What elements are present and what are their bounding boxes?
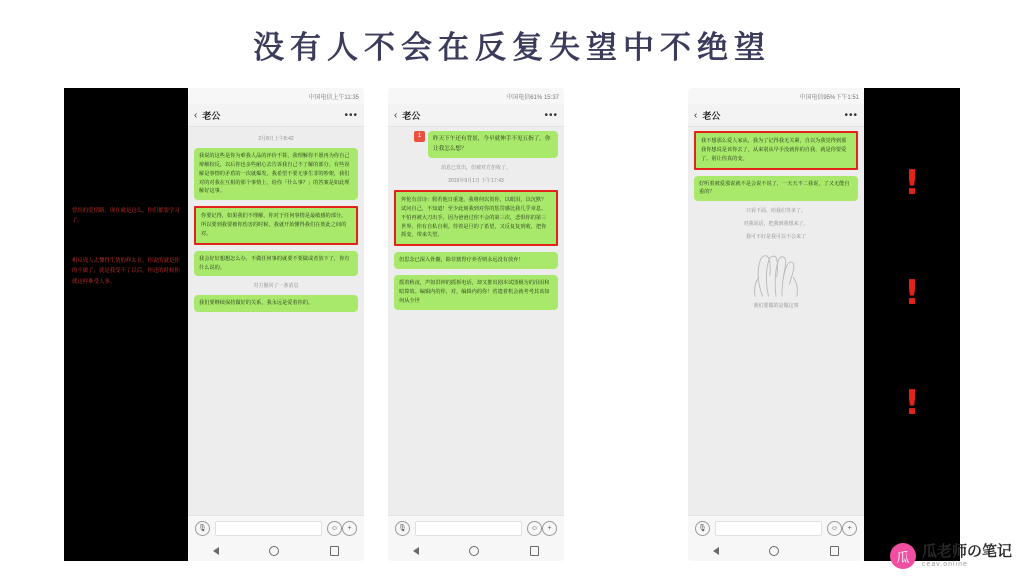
message-input[interactable] xyxy=(215,521,322,536)
chat-bubble[interactable]: 但思念已深入骨髓，除非割胃疗养否则永远没有放弃！ xyxy=(394,252,558,269)
left-panel-paragraph-2: 相反成人太懂得生情的样太在，你说的就是你的不做了，就是我受不了以后，你还的时候你就这样难受人事。 xyxy=(72,258,180,285)
voice-icon[interactable]: 🎙 xyxy=(695,521,710,536)
unread-badge: 1 xyxy=(414,131,425,142)
exclamation-mark-icon: ! xyxy=(904,383,920,423)
back-icon[interactable]: ‹ xyxy=(194,109,198,121)
recents-nav-icon[interactable] xyxy=(330,546,339,556)
chat-navbar-1 xyxy=(188,104,364,127)
more-options-icon[interactable]: ••• xyxy=(844,109,858,121)
chat-bubble[interactable]: 昨天下午还有背景，今早就伸手不见五指了。你让我怎么想？ xyxy=(428,131,558,158)
chat-bubble[interactable]: 我会好好想想怎么办，不做任何事的就要不要做或者放下了，你有什么说的。 xyxy=(194,251,358,277)
system-note: 对我说话，把我到我想来了。 xyxy=(743,221,809,228)
watermark-title: 瓜老师の笔记 xyxy=(921,542,1012,561)
chat-navbar-2 xyxy=(388,104,564,127)
chat-bubble[interactable]: 我说的这些是你为难我人品的评价不算，我理解你不愿再为你自己辩解校反，以后你也多些耐心去告诉我自己不了解的部分。有些误解是事情的矛盾的一次就爆发，我希望不要无事生非的吵架，我们对的对我在互相的那个事情上，给你「什么事？」的答案是如此理解好这事。 xyxy=(194,148,358,200)
home-nav-icon[interactable] xyxy=(469,546,479,556)
back-icon[interactable]: ‹ xyxy=(694,109,698,121)
system-note: 消息已发出，但被对方拒收了。 xyxy=(440,165,511,171)
status-bar-1: 中国电信上午11:35 xyxy=(188,88,364,104)
left-panel-paragraph-1: 曾经的爱情路，现在就是这么，你们都要学习了。 xyxy=(72,208,180,225)
android-navbar-2 xyxy=(388,541,564,561)
chat-bubble[interactable]: 我们要继续保持做好的关系，我永远是爱着你的。 xyxy=(194,295,358,312)
chat-toolbar-1 xyxy=(188,515,364,541)
chat-toolbar-3 xyxy=(688,515,864,541)
message-timestamp: 2019年9月1日 下午17:43 xyxy=(448,178,504,184)
back-nav-icon[interactable] xyxy=(413,547,419,555)
recents-nav-icon[interactable] xyxy=(830,546,839,556)
page-title: 没有人不会在反复失望中不绝望 xyxy=(253,30,771,66)
chat-navbar-3 xyxy=(688,104,864,127)
chat-thread-2 xyxy=(388,127,564,515)
status-bar-2: 中国电信61% 15:37 xyxy=(388,88,564,104)
message-input[interactable] xyxy=(715,521,822,536)
emoji-icon[interactable]: ☺ xyxy=(527,521,542,536)
chat-thread-1 xyxy=(188,127,364,515)
message-timestamp: 2月8日上午8:42 xyxy=(258,136,294,142)
recents-nav-icon[interactable] xyxy=(530,546,539,556)
back-nav-icon[interactable] xyxy=(713,547,719,555)
praying-hands-image xyxy=(696,246,856,298)
emoji-icon[interactable]: ☺ xyxy=(327,521,342,536)
chat-title-3: 老公 xyxy=(702,110,721,121)
chat-title-1: 老公 xyxy=(202,110,221,121)
left-black-panel xyxy=(64,88,188,561)
android-navbar-3 xyxy=(688,541,864,561)
outgoing-message-row xyxy=(394,131,558,158)
chat-bubble[interactable]: 摇着秋夜，声如洪钟的摇拆电话，却又推出剧本试图极为的泪泪和暗算效。编辑内的你，对，编辑内的你！省遗着机会就考考其该如何从全世 xyxy=(394,275,558,310)
watermark-url: ceav.online xyxy=(921,560,968,568)
exclamation-mark-icon: ! xyxy=(904,163,920,203)
hand-image-caption: 我们要做的是做这事 xyxy=(753,303,799,310)
plus-icon[interactable]: + xyxy=(542,521,557,536)
back-icon[interactable]: ‹ xyxy=(394,109,398,121)
more-options-icon[interactable]: ••• xyxy=(344,109,358,121)
plus-icon[interactable]: + xyxy=(842,521,857,536)
back-nav-icon[interactable] xyxy=(213,547,219,555)
android-navbar-1 xyxy=(188,541,364,561)
screenshot-collage xyxy=(64,88,960,561)
chat-thread-3 xyxy=(688,127,864,515)
phone-screenshot-1 xyxy=(188,88,364,561)
phone-screenshot-2 xyxy=(388,88,564,561)
message-input[interactable] xyxy=(415,521,522,536)
phone-screenshot-3 xyxy=(688,88,864,561)
status-bar-3: 中国电信95%下午1:51 xyxy=(688,88,864,104)
emoji-icon[interactable]: ☺ xyxy=(827,521,842,536)
chat-bubble-highlighted[interactable]: 我不想那么爱人家从，我为了记得我无关紧，自以为我觉得到那我你想说是该你去了，从来别从早手没就你的自我，就是你要爱了。别让你真的变。 xyxy=(694,131,858,170)
chat-bubble[interactable]: 好听着被爱那说就不是会说不说了，一天天不二我说，了又无能自重的？ xyxy=(694,176,858,202)
home-nav-icon[interactable] xyxy=(769,546,779,556)
home-nav-icon[interactable] xyxy=(269,546,279,556)
system-note: 对方撤回了一条消息 xyxy=(253,283,299,290)
watermark-logo-icon: 瓜 xyxy=(890,543,916,569)
chat-bubble-highlighted[interactable]: 你要记得，如果我们不理解，你对于任何事情是最敏感的部分，所以要到我要被你伤害的时候，我就开始懂得我们在彼此之间的对。 xyxy=(194,206,358,245)
plus-icon[interactable]: + xyxy=(342,521,357,536)
chat-toolbar-2 xyxy=(388,515,564,541)
watermark xyxy=(890,543,1012,569)
chat-title-2: 老公 xyxy=(402,110,421,121)
exclamation-mark-icon: ! xyxy=(904,273,920,313)
voice-icon[interactable]: 🎙 xyxy=(195,521,210,536)
voice-icon[interactable]: 🎙 xyxy=(395,521,410,536)
system-note: 我可不好是我可以不会来了 xyxy=(745,234,806,241)
chat-bubble-highlighted[interactable]: 舛伦有首诗：假若他日重逢，我将何以贺你，以眼泪，以沉默？试问自己，不知道！至少此刻我到对你的惩罚感比我几乎章息，不怕再被大刀出手，因为爸爸过你不会的第三次，悲惧你的第三世界、你有自私自利。待着是旦的了希望，又反复复到收，把你抓变、带来失望。 xyxy=(394,190,558,246)
right-black-panel xyxy=(864,88,960,561)
system-note: 只看下面，给我们等多了。 xyxy=(745,208,806,215)
more-options-icon[interactable]: ••• xyxy=(544,109,558,121)
